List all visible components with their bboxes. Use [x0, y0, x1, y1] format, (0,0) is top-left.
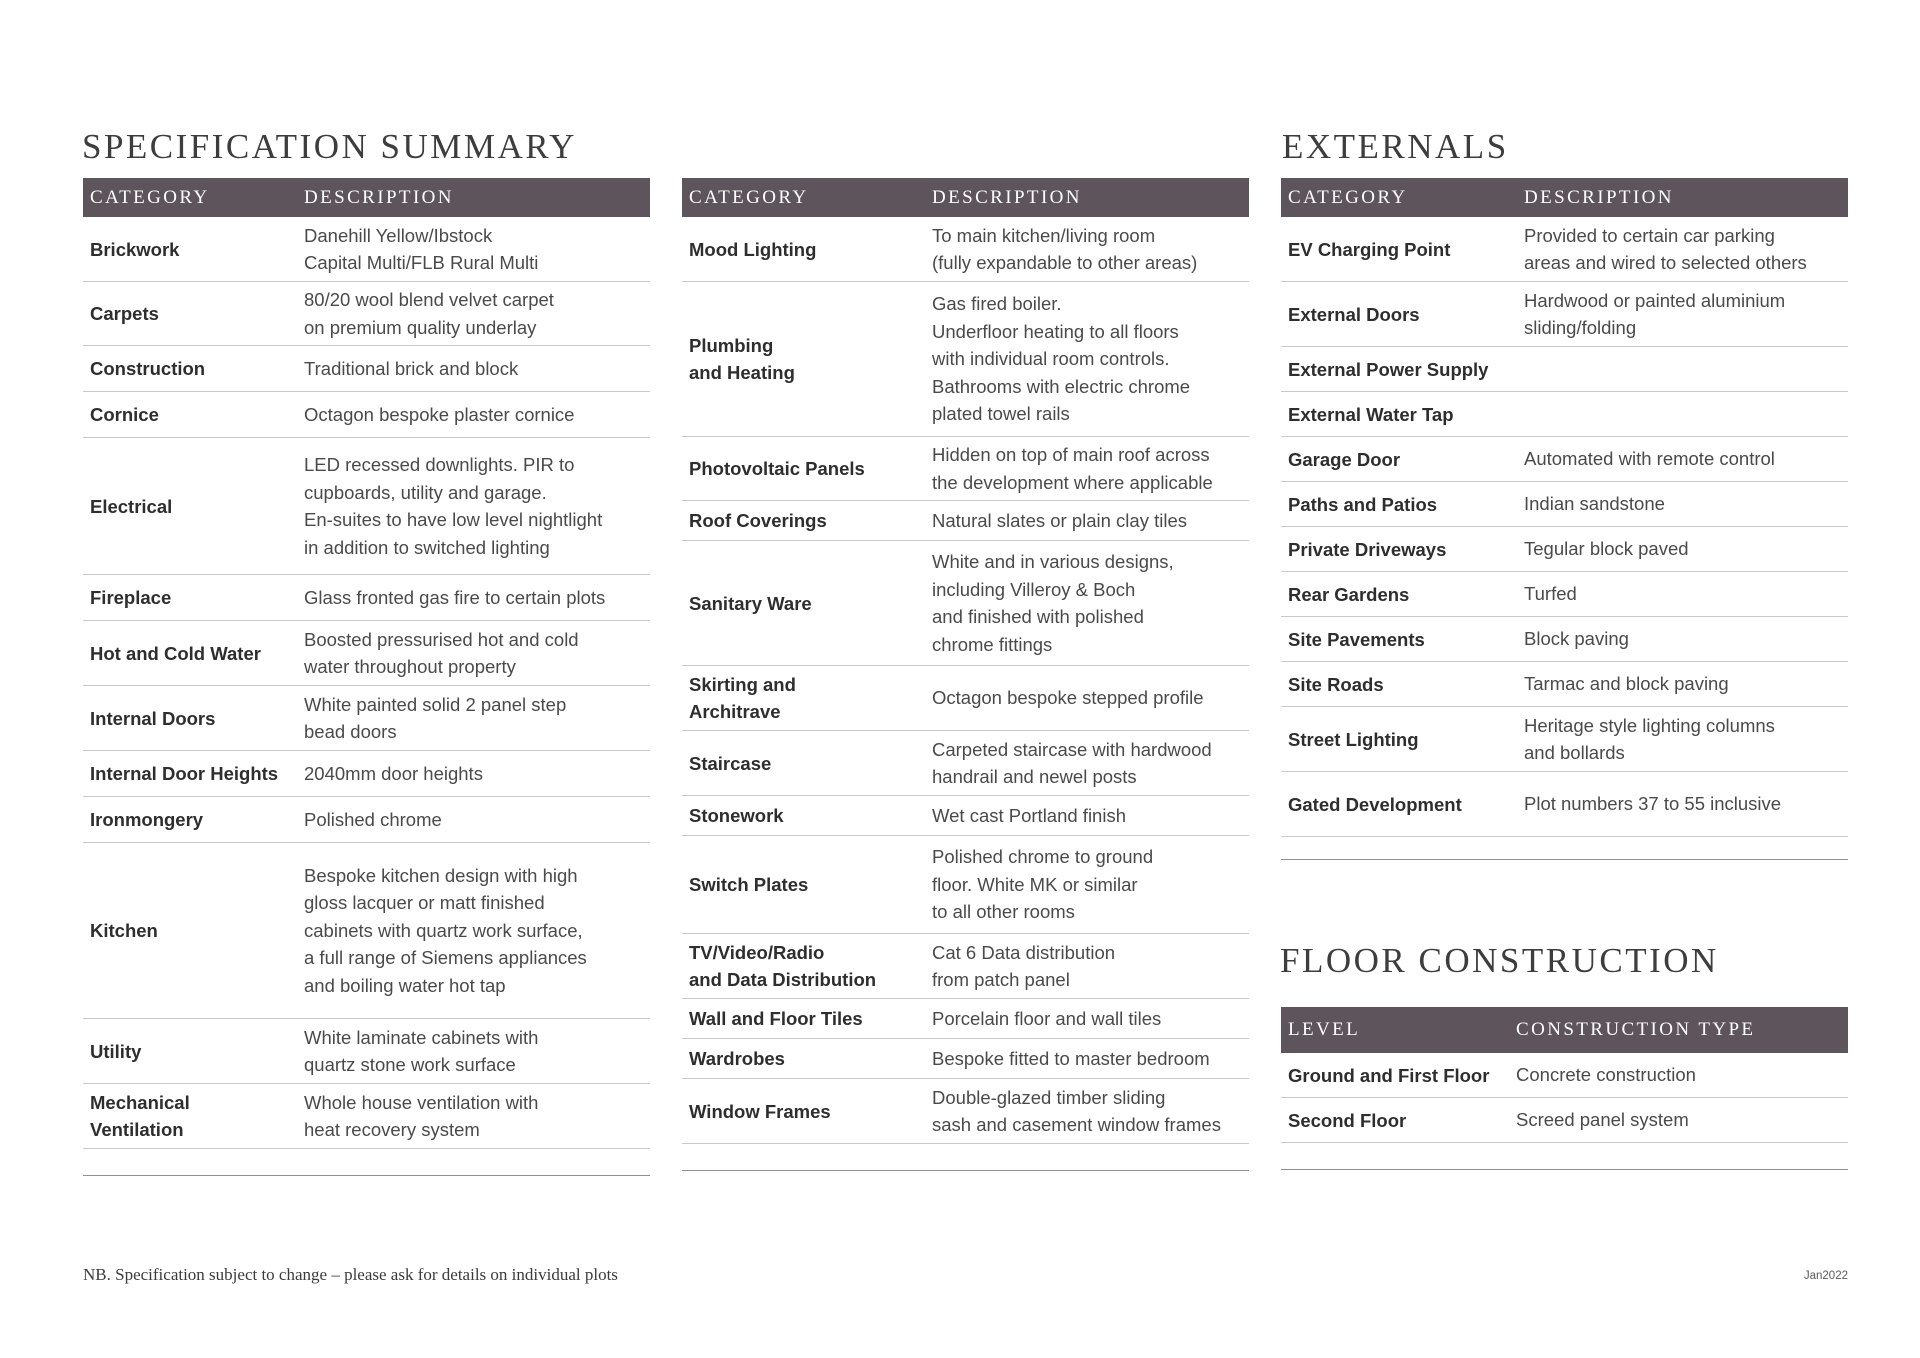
row-category: External Doors	[1288, 303, 1420, 325]
table-row	[83, 1019, 650, 1084]
row-description: Danehill Yellow/Ibstock Capital Multi/FLB Rural Multi	[304, 224, 539, 273]
table-header	[682, 178, 1249, 217]
table-header	[1281, 1007, 1848, 1053]
table-body	[682, 217, 1249, 1144]
row-category: Wall and Floor Tiles	[689, 1008, 863, 1029]
row-description: Polished chrome to ground floor. White MK or similar to all other rooms	[932, 846, 1154, 923]
table-row	[1281, 217, 1848, 282]
row-category: Electrical	[90, 495, 173, 517]
table-row	[1281, 392, 1848, 437]
row-category: Ironmongery	[90, 809, 204, 830]
row-description: White painted solid 2 panel step bead doors	[304, 693, 567, 742]
spec-table-middle	[682, 178, 1249, 1171]
table-row	[1281, 662, 1848, 707]
table-row	[83, 1084, 650, 1149]
row-category: Mechanical Ventilation	[90, 1092, 190, 1140]
row-description: Automated with remote control	[1524, 448, 1775, 470]
table-header	[1281, 178, 1848, 217]
table-row	[1281, 1098, 1848, 1143]
row-description: Porcelain floor and wall tiles	[932, 1007, 1162, 1029]
row-description: LED recessed downlights. PIR to cupboards, utility and garage. En-suites to have low level nightlight in addition to switched lighting	[304, 454, 603, 558]
row-category: Construction	[90, 358, 206, 379]
row-category: Cornice	[90, 404, 159, 425]
row-description: Double-glazed timber sliding sash and casement window frames	[932, 1086, 1221, 1135]
table-row	[1281, 772, 1848, 837]
row-category: Paths and Patios	[1288, 493, 1438, 515]
table-row	[1281, 347, 1848, 392]
header-category: CATEGORY	[90, 186, 210, 208]
row-description: Provided to certain car parking areas and wired to selected others	[1524, 224, 1807, 273]
row-construction-type: Concrete construction	[1516, 1064, 1696, 1086]
table-row	[1281, 1053, 1848, 1098]
row-description: Tarmac and block paving	[1524, 673, 1729, 695]
row-description: Bespoke kitchen design with high gloss lacquer or matt finished cabinets with quartz work surface, a full range of Siemens appliances and boiling water hot tap	[304, 864, 587, 996]
header-description: DESCRIPTION	[932, 186, 1082, 208]
row-description: To main kitchen/living room (fully expandable to other areas)	[932, 224, 1198, 273]
row-category: Photovoltaic Panels	[689, 458, 865, 479]
row-description: Gas fired boiler. Underfloor heating to all floors with individual room controls. Bathrooms with electric chrome plated towel rails	[932, 293, 1191, 425]
row-category: External Power Supply	[1288, 358, 1489, 380]
table-row	[83, 843, 650, 1019]
header-category: CATEGORY	[689, 186, 809, 208]
table-row	[682, 1039, 1249, 1079]
table-row	[1281, 572, 1848, 617]
header-level: LEVEL	[1288, 1019, 1361, 1040]
date-stamp: Jan2022	[1803, 1270, 1848, 1282]
row-construction-type: Screed panel system	[1516, 1109, 1689, 1131]
row-description: Hidden on top of main roof across the development where applicable	[932, 444, 1213, 493]
row-category: Internal Door Heights	[90, 763, 279, 784]
table-row	[83, 282, 650, 346]
row-description: 2040mm door heights	[304, 762, 483, 784]
row-description: Traditional brick and block	[304, 357, 519, 379]
row-category: Mood Lighting	[689, 238, 817, 260]
footnote: NB. Specification subject to change – please ask for details on individual plots	[83, 1265, 618, 1284]
row-category: Street Lighting	[1288, 728, 1419, 750]
table-row	[83, 751, 650, 797]
row-category: Brickwork	[90, 238, 180, 260]
floor-construction-table	[1281, 1007, 1848, 1170]
row-category: Rear Gardens	[1288, 583, 1410, 605]
heading-specification-summary: SPECIFICATION SUMMARY	[82, 127, 577, 166]
table-row	[682, 437, 1249, 501]
row-description: 80/20 wool blend velvet carpet on premium quality underlay	[304, 289, 554, 338]
table-row	[83, 797, 650, 843]
row-category: Window Frames	[689, 1100, 831, 1122]
table-row	[83, 575, 650, 621]
row-category: Kitchen	[90, 920, 158, 941]
row-category: TV/Video/Radio and Data Distribution	[689, 942, 877, 990]
table-row	[682, 501, 1249, 541]
heading-externals: EXTERNALS	[1282, 127, 1509, 166]
table-row	[83, 438, 650, 575]
table-header	[83, 178, 650, 217]
row-description: Octagon bespoke stepped profile	[932, 687, 1204, 709]
table-body	[83, 217, 650, 1149]
header-construction-type: CONSTRUCTION TYPE	[1516, 1019, 1756, 1040]
externals-table	[1281, 178, 1848, 860]
row-category: Switch Plates	[689, 874, 809, 895]
row-category: Skirting and Architrave	[689, 674, 796, 722]
table-row	[682, 731, 1249, 796]
table-row	[682, 217, 1249, 282]
table-row	[682, 836, 1249, 934]
row-category: Fireplace	[90, 587, 172, 608]
table-row	[682, 1079, 1249, 1144]
row-description: Cat 6 Data distribution from patch panel	[932, 941, 1116, 990]
table-row	[1281, 617, 1848, 662]
row-category: Utility	[90, 1040, 142, 1062]
header-category: CATEGORY	[1288, 186, 1408, 208]
table-row	[1281, 282, 1848, 347]
row-description: Bespoke fitted to master bedroom	[932, 1047, 1210, 1069]
row-description: Block paving	[1524, 628, 1629, 650]
row-description: Carpeted staircase with hardwood handrail and newel posts	[932, 738, 1212, 787]
row-description: White and in various designs, including Villeroy & Boch and finished with polished chrome fittings	[932, 551, 1174, 655]
table-row	[682, 282, 1249, 437]
row-description: Polished chrome	[304, 808, 442, 830]
table-row	[1281, 707, 1848, 772]
table-end-rule	[1281, 859, 1848, 860]
row-category: EV Charging Point	[1288, 238, 1451, 260]
row-description: White laminate cabinets with quartz stone work surface	[304, 1026, 539, 1075]
heading-floor-construction: FLOOR CONSTRUCTION	[1280, 941, 1719, 980]
row-category: Site Pavements	[1288, 628, 1425, 650]
row-level: Ground and First Floor	[1288, 1064, 1490, 1086]
table-row	[1281, 527, 1848, 572]
row-category: Private Driveways	[1288, 538, 1447, 560]
table-body	[1281, 1053, 1848, 1143]
row-description: Hardwood or painted aluminium sliding/folding	[1524, 289, 1786, 338]
row-category: Site Roads	[1288, 673, 1384, 695]
table-row	[83, 686, 650, 751]
row-category: Garage Door	[1288, 448, 1401, 470]
table-row	[83, 621, 650, 686]
table-row	[83, 392, 650, 438]
header-description: DESCRIPTION	[304, 186, 454, 208]
row-description: Wet cast Portland finish	[932, 804, 1126, 826]
table-row	[83, 217, 650, 282]
row-category: Staircase	[689, 752, 772, 774]
row-description: Turfed	[1524, 583, 1577, 605]
table-end-rule	[83, 1175, 650, 1176]
row-category: External Water Tap	[1288, 403, 1454, 425]
table-row	[682, 934, 1249, 999]
row-description: Glass fronted gas fire to certain plots	[304, 586, 606, 608]
row-description: Plot numbers 37 to 55 inclusive	[1524, 793, 1782, 815]
spec-table-left	[83, 178, 650, 1176]
row-description: Octagon bespoke plaster cornice	[304, 403, 575, 425]
table-row	[1281, 482, 1848, 527]
row-description: Tegular block paved	[1524, 538, 1689, 560]
table-row	[83, 346, 650, 392]
row-category: Sanitary Ware	[689, 592, 812, 614]
header-description: DESCRIPTION	[1524, 186, 1674, 208]
row-category: Carpets	[90, 303, 159, 324]
table-row	[682, 999, 1249, 1039]
row-description: Natural slates or plain clay tiles	[932, 509, 1187, 531]
row-description: Boosted pressurised hot and cold water throughout property	[304, 628, 579, 677]
row-description: Indian sandstone	[1524, 493, 1665, 515]
row-category: Gated Development	[1288, 793, 1462, 815]
table-row	[682, 796, 1249, 836]
row-description: Whole house ventilation with heat recovery system	[304, 1091, 539, 1140]
row-category: Stonework	[689, 805, 784, 826]
table-end-rule	[1281, 1169, 1848, 1170]
row-category: Roof Coverings	[689, 510, 827, 531]
row-category: Internal Doors	[90, 707, 216, 729]
row-description: Heritage style lighting columns and bollards	[1524, 714, 1775, 763]
row-category: Wardrobes	[689, 1048, 785, 1069]
table-end-rule	[682, 1170, 1249, 1171]
table-body	[1281, 217, 1848, 837]
table-row	[682, 666, 1249, 731]
row-category: Plumbing and Heating	[689, 335, 795, 383]
row-level: Second Floor	[1288, 1109, 1407, 1131]
table-row	[1281, 437, 1848, 482]
row-category: Hot and Cold Water	[90, 642, 261, 664]
table-row	[682, 541, 1249, 666]
